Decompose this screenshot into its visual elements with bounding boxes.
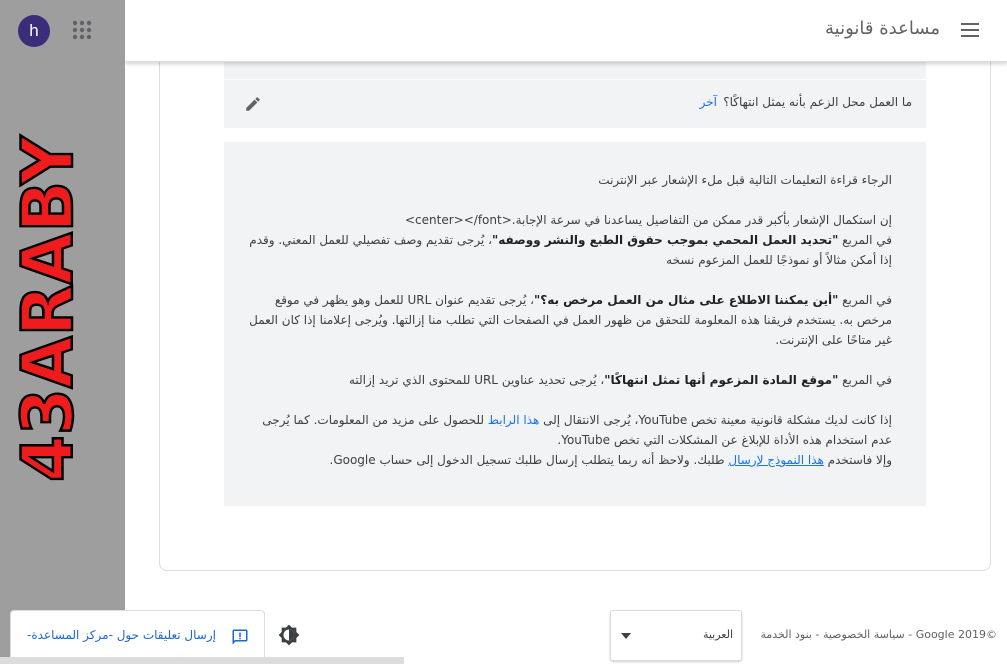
question-row [224,80,926,128]
p1-text: إن استكمال الإشعار بأكبر قدر ممكن من التفاصيل يساعدنا في سرعة الإجابة. [511,213,892,227]
feedback-icon [231,628,249,646]
instructions-text [238,170,892,470]
avatar[interactable]: h [18,15,50,47]
instructions-p5 [238,410,892,450]
side-overlay-panel [0,0,125,664]
menu-icon[interactable] [959,20,981,40]
status-bar [0,657,404,664]
p4-field-name: "موقع المادة المزعوم أنها تمثل انتهاكًا" [604,373,839,387]
p3-field-name: "أين يمكننا الاطلاع على مثال من العمل مرخص به؟" [533,293,839,307]
footer-links[interactable]: ©2019 Google - سياسة الخصوصية - بنود الخدمة [760,628,997,641]
language-value: العربية [702,628,733,641]
apps-grid-icon[interactable] [72,20,92,40]
previous-section-strip [224,62,926,79]
p6-prefix: وإلا فاستخدم [823,453,892,467]
instructions-p6 [238,450,892,470]
instructions-p1 [238,210,892,230]
p3-text: ، يُرجى تقديم عنوان URL للعمل وهو يظهر في موقع مرخص به. يستخدم فريقنا هذه المعلومة للتحقق من ظهور العمل في الصفحات التي تطلب منا إزالتها. ويُرجى إعلامنا إذا كان العمل غير متاحًا على الإنترنت. [249,293,892,347]
question-label: ما العمل محل الزعم بأنه يمثل انتهاكًا؟ [723,95,912,109]
language-select[interactable] [610,610,742,661]
instructions-p4 [238,370,892,390]
p2-prefix: في المربع [838,233,892,247]
instructions-p2 [238,230,892,270]
p1-code: <center></font> [405,213,512,227]
page-title: مساعدة قانونية [824,18,940,39]
chevron-down-icon [621,633,631,639]
instructions-p3 [238,290,892,350]
svg-text:43ARABY: 43ARABY [7,122,89,482]
p2-text: ، يُرجى تقديم وصف تفصيلي للعمل المعني. وقدم إذا أمكن مثالاً أو نموذجًا للعمل المزعوم نسخه [249,233,892,267]
instructions-intro: الرجاء قراءة التعليمات التالية قبل ملء الإشعار عبر الإنترنت [598,173,892,187]
p4-text: ، يُرجى تحديد عناوين URL للمحتوى الذي تريد إزالته [348,373,605,387]
form-link[interactable]: هذا النموذج لإرسال [728,453,824,467]
send-feedback-button[interactable] [10,610,265,664]
p5-text: للحصول على مزيد من المعلومات. كما يُرجى عدم استخدام هذه الأداة للإبلاغ عن المشكلات التي تخص YouTube. [262,413,892,447]
youtube-link[interactable]: هذا الرابط [487,413,540,427]
edit-pencil-icon[interactable] [244,95,262,113]
feedback-label: إرسال تعليقات حول -مركز المساعدة- [27,628,216,642]
p4-prefix: في المربع [838,373,892,387]
brightness-icon[interactable] [278,624,300,646]
app-header [125,0,1007,62]
watermark-logo [7,122,89,484]
p5-prefix: إذا كانت لديك مشكلة قانونية معينة تخص YouTube، يُرجى الانتقال إلى [539,413,892,427]
p6-text: طلبك. ولاحظ أنه ربما يتطلب إرسال طلبك تسجيل الدخول إلى حساب Google. [329,453,729,467]
p2-field-name: "تحديد العمل المحمي بموجب حقوق الطبع والنشر ووصفه" [491,233,839,247]
p3-prefix: في المربع [838,293,892,307]
instructions-box [224,142,926,506]
question-answer: آخر [699,95,717,109]
